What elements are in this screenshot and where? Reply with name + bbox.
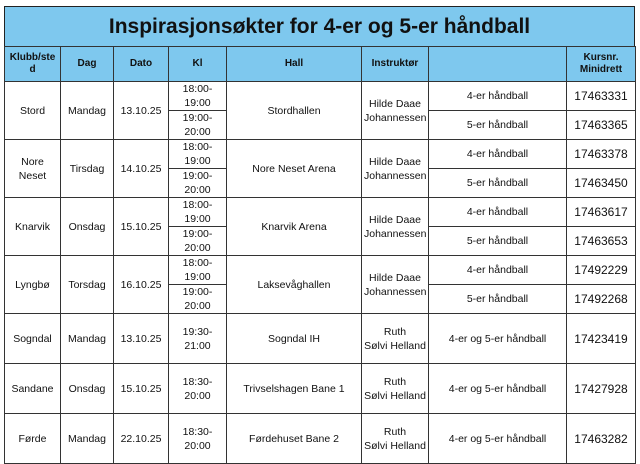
time-cell: 18:00-19:00 [169,256,227,285]
course-number-cell: 17463450 [567,169,636,198]
date-cell: 16.10.25 [114,256,169,314]
instructor-name-line2: Johannessen [364,227,427,240]
table-row [5,82,636,111]
club-name: Nore [21,155,44,168]
type-cell: 4-er håndball [429,256,567,285]
title-bar [4,6,635,47]
type-cell: 5-er håndball [429,285,567,314]
course-number-cell: 17463653 [567,227,636,256]
course-number-cell: 17463331 [567,82,636,111]
header-club: Klubb/sted [5,47,61,82]
instructor-name-line2: Sølvi Helland [364,439,426,452]
hall-cell: Trivselshagen Bane 1 [227,364,362,414]
header-type [429,47,567,82]
instructor-cell [362,256,429,314]
club-name: Stord [19,104,46,117]
type-cell: 5-er håndball [429,111,567,140]
type-cell: 5-er håndball [429,169,567,198]
instructor-name-line1: Ruth [383,425,407,438]
instructor-name-line1: Hilde Daae [369,271,421,284]
hall-cell: Stordhallen [227,82,362,140]
club-name-line2: Neset [18,169,47,182]
instructor-cell [362,314,429,364]
course-number-cell: 17463365 [567,111,636,140]
schedule-page [4,6,635,452]
instructor-name-line1: Ruth [383,325,407,338]
header-course [567,47,636,82]
time-cell: 19:00-20:00 [169,111,227,140]
date-cell: 22.10.25 [114,414,169,464]
day-cell: Torsdag [61,256,114,314]
club-name: Knarvik [14,220,50,233]
header-instructor: Instruktør [362,47,429,82]
type-cell: 4-er håndball [429,82,567,111]
table-row [5,140,636,169]
instructor-name-line2: Sølvi Helland [364,389,426,402]
header-course-line2: Minidrett [579,64,623,75]
course-number-cell: 17492268 [567,285,636,314]
instructor-name-line1: Hilde Daae [369,155,421,168]
time-cell: 19:30-21:00 [169,314,227,364]
time-cell: 18:00-19:00 [169,198,227,227]
type-cell: 4-er håndball [429,140,567,169]
day-cell: Tirsdag [61,140,114,198]
course-number-cell: 17463617 [567,198,636,227]
type-cell: 5-er håndball [429,227,567,256]
instructor-cell [362,140,429,198]
instructor-name-line2: Johannessen [364,111,427,124]
date-cell: 14.10.25 [114,140,169,198]
time-cell: 18:00-19:00 [169,140,227,169]
hall-cell: Laksevåghallen [227,256,362,314]
instructor-cell [362,82,429,140]
table-row [5,314,636,364]
club-cell [5,198,61,256]
course-number-cell: 17463282 [567,414,636,464]
time-cell: 18:00-19:00 [169,82,227,111]
type-cell: 4-er og 5-er håndball [429,364,567,414]
club-cell [5,314,61,364]
header-course-line1: Kursnr. [583,52,619,63]
course-number-cell: 17463378 [567,140,636,169]
club-name: Lyngbø [15,278,50,291]
time-cell: 18:30-20:00 [169,414,227,464]
instructor-name-line1: Hilde Daae [369,97,421,110]
time-cell: 19:00-20:00 [169,285,227,314]
type-cell: 4-er håndball [429,198,567,227]
course-number-cell: 17492229 [567,256,636,285]
time-cell: 18:30-20:00 [169,364,227,414]
day-cell: Onsdag [61,198,114,256]
table-row [5,256,636,285]
hall-cell: Nore Neset Arena [227,140,362,198]
day-cell: Mandag [61,414,114,464]
course-number-cell: 17427928 [567,364,636,414]
date-cell: 15.10.25 [114,364,169,414]
type-cell: 4-er og 5-er håndball [429,414,567,464]
table-row [5,198,636,227]
date-cell: 13.10.25 [114,314,169,364]
header-hall: Hall [227,47,362,82]
header-row [5,47,636,82]
club-name: Sogndal [13,332,52,345]
instructor-cell [362,414,429,464]
club-cell [5,414,61,464]
day-cell: Onsdag [61,364,114,414]
type-cell: 4-er og 5-er håndball [429,314,567,364]
header-day: Dag [61,47,114,82]
header-date: Dato [114,47,169,82]
club-cell [5,140,61,198]
club-name: Førde [18,432,47,445]
instructor-name-line1: Hilde Daae [369,213,421,226]
instructor-name-line1: Ruth [383,375,407,388]
date-cell: 15.10.25 [114,198,169,256]
schedule-body [5,82,636,464]
schedule-table [4,46,636,464]
instructor-cell [362,198,429,256]
hall-cell: Knarvik Arena [227,198,362,256]
hall-cell: Sogndal IH [227,314,362,364]
course-number-cell: 17423419 [567,314,636,364]
page-title: Inspirasjonsøkter for 4-er og 5-er håndball [108,15,531,38]
table-row [5,364,636,414]
instructor-cell [362,364,429,414]
header-time: Kl [169,47,227,82]
instructor-name-line2: Johannessen [364,285,427,298]
hall-cell: Førdehuset Bane 2 [227,414,362,464]
club-cell [5,82,61,140]
day-cell: Mandag [61,314,114,364]
date-cell: 13.10.25 [114,82,169,140]
club-name: Sandane [11,382,54,395]
instructor-name-line2: Johannessen [364,169,427,182]
club-cell [5,256,61,314]
club-cell [5,364,61,414]
time-cell: 19:00-20:00 [169,227,227,256]
day-cell: Mandag [61,82,114,140]
table-row [5,414,636,464]
time-cell: 19:00-20:00 [169,169,227,198]
instructor-name-line2: Sølvi Helland [364,339,426,352]
